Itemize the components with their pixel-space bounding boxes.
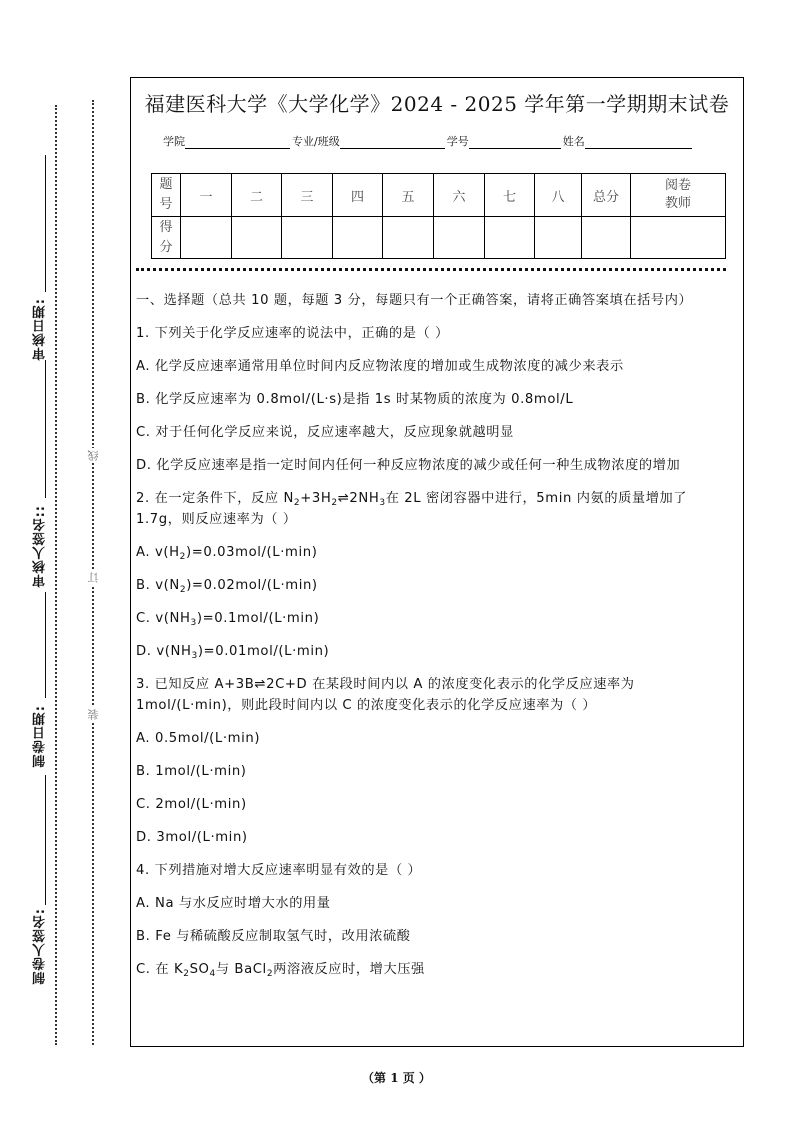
col-3: 三 xyxy=(282,174,333,217)
question-1-option-d: D. 化学反应速率是指一定时间内任何一种反应物浓度的减少或任何一种生成物浓度的增加 xyxy=(136,458,681,473)
student-id-field[interactable] xyxy=(469,136,561,149)
outer-dotted-line xyxy=(55,105,57,1045)
score-cell-4[interactable] xyxy=(333,217,383,259)
major-class-label: 专业/班级 xyxy=(292,135,340,148)
question-1-option-a: A. 化学反应速率通常用单位时间内反应物浓度的增加或生成物浓度的减少来表示 xyxy=(136,359,624,374)
row-header-question-number: 题号 xyxy=(152,174,181,217)
exam-frame xyxy=(130,77,744,1047)
review-date-label: 审核日期: xyxy=(33,298,48,361)
question-3-stem: 3. 已知反应 A+3B⇌2C+D 在某段时间内以 A 的浓度变化表示的化学反应速率为 1mol/(L·min)，则此段时间内以 C 的浓度变化表示的化学反应速率为（ ） xyxy=(136,677,635,713)
col-6: 六 xyxy=(434,174,485,217)
score-cell-5[interactable] xyxy=(383,217,434,259)
college-field[interactable] xyxy=(185,136,290,149)
col-5: 五 xyxy=(383,174,434,217)
question-2-stem: 2. 在一定条件下，反应 $N_2+3H_2\rightleftharpoons 2NH_3$在 2L 密闭容器中进行，5min 内氨的质量增加了 1.7g，则反应速率为（ ） xyxy=(136,491,688,527)
question-4-stem: 4. 下列措施对增大反应速率明显有效的是（ ） xyxy=(136,863,422,878)
score-cell-8[interactable] xyxy=(535,217,582,259)
compiler-signature-line xyxy=(45,775,46,905)
section-separator xyxy=(136,268,726,271)
question-3-option-a: A. 0.5mol/(L·min) xyxy=(136,731,261,746)
col-grader: 阅卷教师 xyxy=(631,174,726,217)
review-date-line xyxy=(45,155,46,292)
name-field[interactable] xyxy=(585,136,692,149)
cut-mark-line: 线 xyxy=(87,450,100,461)
cut-mark-bind: 订 xyxy=(87,572,100,583)
question-4-option-b: B. Fe 与稀硫酸反应制取氢气时，改用浓硫酸 xyxy=(136,929,411,944)
row-header-score: 得分 xyxy=(152,217,181,259)
compile-date-line xyxy=(45,592,46,698)
question-3-option-d: D. 3mol/(L·min) xyxy=(136,830,248,845)
question-4-option-a: A. Na 与水反应时增大水的用量 xyxy=(136,896,331,911)
page-number: （第 1 页 ） xyxy=(362,1071,431,1085)
cut-mark-install: 装 xyxy=(87,709,100,720)
exam-content xyxy=(136,290,737,980)
score-table xyxy=(151,173,726,259)
col-total: 总分 xyxy=(582,174,631,217)
col-8: 八 xyxy=(535,174,582,217)
score-cell-2[interactable] xyxy=(232,217,282,259)
score-cell-6[interactable] xyxy=(434,217,485,259)
question-1-option-c: C. 对于任何化学反应来说，反应速率越大，反应现象就越明显 xyxy=(136,425,514,440)
question-2-option-b: B. $v(N_2)=0.02mol/(L\cdot\min)$ xyxy=(136,578,318,595)
score-cell-3[interactable] xyxy=(282,217,333,259)
question-2-option-a: A. $v(H_2)=0.03mol/(L\cdot\min)$ xyxy=(136,545,318,562)
question-number-row xyxy=(152,174,726,217)
col-2: 二 xyxy=(232,174,282,217)
reviewer-signature-line xyxy=(45,360,46,498)
score-row xyxy=(152,217,726,259)
score-cell-1[interactable] xyxy=(181,217,232,259)
score-cell-total[interactable] xyxy=(582,217,631,259)
col-4: 四 xyxy=(333,174,383,217)
question-4-option-c: C. 在 $K_2SO_4$与 BaCl$_2$两溶液反应时，增大压强 xyxy=(136,962,425,979)
student-info-row xyxy=(163,133,694,149)
section-heading: 一、选择题（总共 10 题，每题 3 分，每题只有一个正确答案，请将正确答案填在括号内） xyxy=(136,293,693,308)
exam-title: 福建医科大学《大学化学》2024 - 2025 学年第一学期期末试卷 xyxy=(144,92,730,116)
score-cell-7[interactable] xyxy=(485,217,535,259)
question-3-option-b: B. 1mol/(L·min) xyxy=(136,764,247,779)
score-cell-grader[interactable] xyxy=(631,217,726,259)
question-3-option-c: C. 2mol/(L·min) xyxy=(136,797,247,812)
major-class-field[interactable] xyxy=(340,136,445,149)
col-7: 七 xyxy=(485,174,535,217)
question-2-option-c: C. $v(NH_3)=0.1mol/(L\cdot\min)$ xyxy=(136,611,320,628)
college-label: 学院 xyxy=(163,135,185,148)
reviewer-signature-label: 审核人签名:: xyxy=(33,505,48,588)
col-1: 一 xyxy=(181,174,232,217)
question-1-option-b: B. 化学反应速率为 0.8mol/(L·s)是指 1s 时某物质的浓度为 0.8mol/L xyxy=(136,392,574,407)
compiler-signature-label: 制卷人签名: xyxy=(33,908,48,985)
name-label: 姓名 xyxy=(562,135,585,148)
student-id-label: 学号 xyxy=(446,135,469,148)
question-2-option-d: D. $v(NH_3)=0.01mol/(L\cdot\min)$ xyxy=(136,644,330,661)
compile-date-label: 制卷日期: xyxy=(33,705,48,768)
question-1-stem: 1. 下列关于化学反应速率的说法中，正确的是（ ） xyxy=(136,326,449,341)
